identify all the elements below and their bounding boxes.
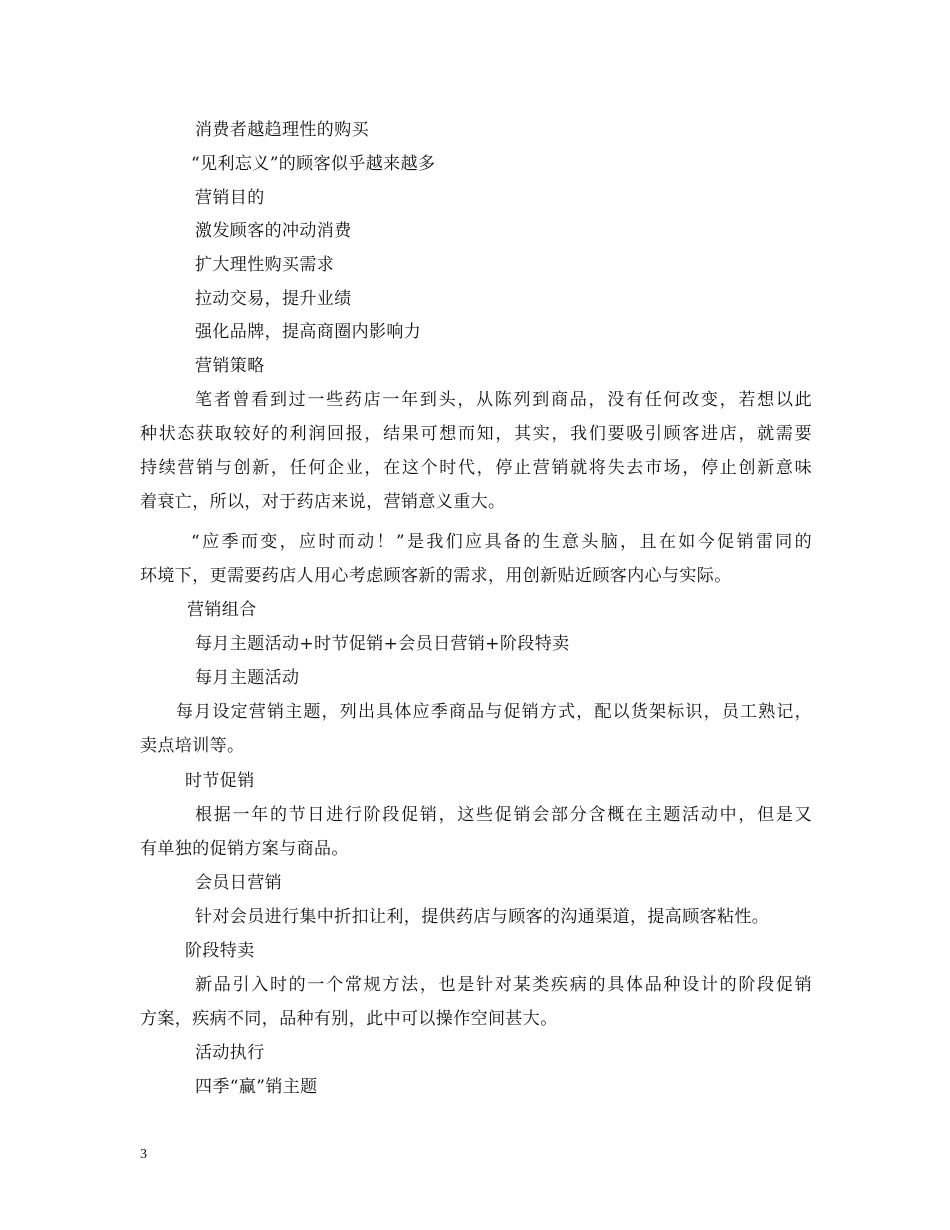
paragraph-line: 卖点培训等。 (140, 736, 245, 756)
section-heading: 会员日营销 (195, 873, 282, 893)
section-heading: 营销组合 (187, 600, 257, 620)
section-heading: 阶段特卖 (185, 941, 255, 961)
paragraph-line: 持续营销与创新，任何企业，在这个时代，停止营销就将失去市场，停止创新意味 (140, 458, 812, 478)
section-heading: 时节促销 (185, 771, 255, 791)
text-line: 消费者越趋理性的购买 (195, 120, 369, 140)
paragraph-line: 新品引入时的一个常规方法，也是针对某类疾病的具体品种设计的阶段促销 (195, 975, 812, 995)
paragraph-line: 根据一年的节日进行阶段促销，这些促销会部分含概在主题活动中，但是又 (195, 805, 812, 825)
text-line: 拉动交易，提升业绩 (195, 289, 352, 309)
text-line: 每月主题活动+时节促销+会员日营销+阶段特卖 (195, 634, 570, 654)
text-line: 针对会员进行集中折扣让利，提供药店与顾客的沟通渠道，提高顾客粘性。 (195, 907, 770, 927)
paragraph-line: 环境下，更需要药店人用心考虑顾客新的需求，用创新贴近顾客内心与实际。 (140, 566, 732, 586)
paragraph-line: 每月设定营销主题，列出具体应季商品与促销方式，配以货架标识，员工熟记， (176, 702, 812, 722)
paragraph-line: 种状态获取较好的利润回报，结果可想而知，其实，我们要吸引顾客进店，就需要 (140, 424, 812, 444)
paragraph-line: 笔者曾看到过一些药店一年到头，从陈列到商品，没有任何改变，若想以此 (195, 390, 812, 410)
paragraph-line: 方案，疾病不同，品种有别，此中可以操作空间甚大。 (140, 1009, 558, 1029)
text-line: 强化品牌，提高商圈内影响力 (195, 322, 422, 342)
section-heading: 营销策略 (195, 356, 265, 376)
paragraph-line: 着衰亡，所以，对于药店来说，营销意义重大。 (140, 492, 506, 512)
text-line: 扩大理性购买需求 (195, 255, 335, 275)
text-line: 四季“赢”销主题 (195, 1077, 318, 1097)
section-heading: 活动执行 (195, 1043, 265, 1063)
page-number: 3 (140, 1147, 147, 1162)
text-line: “见利忘义”的顾客似乎越来越多 (191, 154, 436, 174)
section-heading: 营销目的 (195, 188, 265, 208)
text-line: 激发顾客的冲动消费 (195, 221, 352, 241)
paragraph-line: 有单独的促销方案与商品。 (140, 839, 349, 859)
paragraph-line: “应季而变，应时而动！”是我们应具备的生意头脑，且在如今促销雷同的 (191, 532, 812, 552)
section-heading: 每月主题活动 (195, 668, 300, 688)
